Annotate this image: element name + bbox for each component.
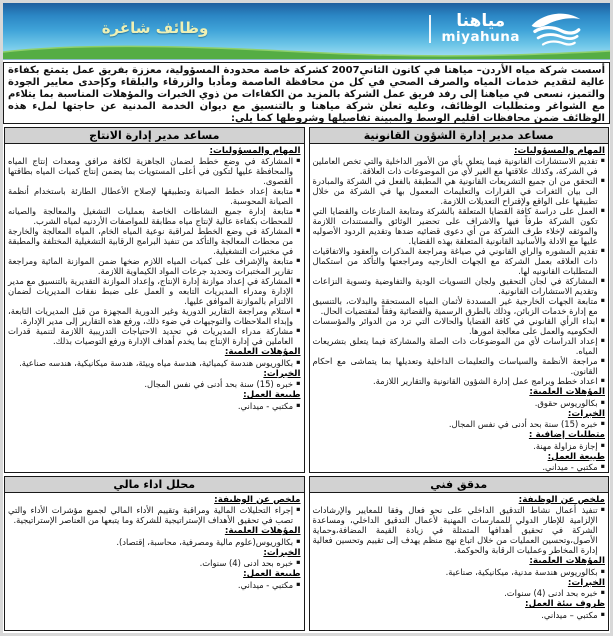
bullet-item — [8, 186, 301, 206]
bullet-marker-icon: ▪ — [600, 336, 605, 345]
bullet-text: تقديم الاستشارات القانونية فيما يتعلق بأي من الأمور الداخلية والتي تخص العاملين في الشركة، وكذلك علاقتها مع الغير لأي من الموضوعات ذات العلاقة. — [312, 156, 598, 177]
bullet-item — [8, 306, 301, 326]
bullet-text: بكالوريوس(علوم مالية ومصرفية، محاسبة، إقتصاد). — [116, 536, 294, 547]
job-card — [309, 476, 610, 631]
section-heading: المؤهلات العلمية: — [529, 387, 605, 398]
bullet-marker-icon: ▪ — [296, 400, 301, 409]
bullet-text: المشاركة في وضع خطط لضمان الجاهزية لكافة مرافق ومعدات إنتاج المياه والمحافظة عليها لتكون في أعلى المستويات بما يضمن إنتاج كميات المياه بطاقتها القصوى. — [8, 156, 294, 187]
bullet-marker-icon: ▪ — [296, 256, 301, 265]
job-title: مساعد مدير إدارة الشؤون القانونية — [310, 128, 609, 144]
jobs-grid — [3, 127, 610, 631]
logo-text — [441, 13, 520, 45]
bullet-marker-icon: ▪ — [600, 156, 605, 165]
bullet-item — [8, 276, 301, 306]
bullet-text: التحقق من ان جميع التشريعات القانونية هي المطبقة بالفعل في الشركة والمبادرة الى بيان الثغرات في القرارات والتعليمات المعمول بها في الشركة من خلال تطبيقها على الواقع ولإقتراح التعديلات اللازمة. — [312, 176, 598, 207]
bullet-text: مكتبي - ميداني. — [542, 462, 598, 472]
section-heading: متطلبات إضافية : — [528, 430, 605, 441]
bullet-text: متابعة إعداد خطط الصيانة وتطبيقها لإصلاح الأعطال الطارئة باستخدام أنظمة الصيانة المحوسبة. — [8, 186, 294, 207]
bullet-marker-icon: ▪ — [600, 462, 605, 471]
bullet-marker-icon: ▪ — [600, 176, 605, 185]
bullet-item — [8, 156, 301, 186]
bullet-text: متابعة والإشراف على كميات المياه اللازم ضخها ضمن الموازنة المائية ومراجعة تقارير المختبرات وتحديد جرعات المواد الكيماوية اللازمة. — [8, 256, 294, 277]
bullet-text: إجازة مزاولة مهنة. — [533, 440, 598, 451]
bullet-text: تقديم المشوره والراي القانوني في صياغة ومراجعة المذكرات والعقود والاتفاقيات ذات العلاقه بعمل الشركة مع الجهات الخارجيه ومراجعتها والتأكد من استكمال المتطلبات القانونيه لها. — [312, 246, 598, 277]
bullet-marker-icon: ▪ — [296, 306, 301, 315]
bullet-marker-icon: ▪ — [600, 276, 605, 285]
bullet-marker-icon: ▪ — [296, 505, 301, 514]
bullet-marker-icon: ▪ — [296, 186, 301, 195]
company-intro-paragraph: أسست شركة مياه الأردن– مياهنا في كانون الثاني2007 كشركة خاصة محدودة المسؤولية، معززة بفريق عمل يتمتع بكفاءة عالية لتقديم خدمات المياه والصرف الصحي في كل من محافظة العاصمة ومأدبا والزرقاء والبلقاء وكإحدى معايير الجودة والتميز، نسعى في مياهنا إلى رفد فريق عمل الشركة بالمزيد من الكفاءات من ذوي الخبرات والمؤهلات المناسبة بما يتلاءم مع الشواغر ومتطلبات الوظائف، وعليه تعلن شركة مياهنا و بالتنسيق مع ديوان الخدمة المدنية عن حاجتها لملء هذه الوظائف ضمن محافظات اقليم الوسط والمبينة تفاصيلها وشروطها كما يلي: — [3, 62, 610, 124]
bullet-marker-icon: ▪ — [600, 206, 605, 215]
bullet-text: المشاركة في إعداد موازنة إدارة الإنتاج، وإعداد الموازنة التقديرية بالتنسيق مع مدير الإدارة ومدراء المديريات التابعه و العمل على ضبط نفقات المديريات لضمان الالتزام بالموازنة الموافق عليها. — [8, 276, 294, 307]
bullet-text: مكتبي – ميداني. — [541, 609, 598, 620]
job-card — [4, 476, 305, 631]
bullet-item — [8, 256, 301, 276]
job-body — [5, 144, 304, 413]
bullet-text: خبره (15) سنة بحد أدنى في نفس المجال. — [144, 379, 294, 390]
job-card — [309, 127, 610, 473]
bullet-item — [313, 296, 606, 316]
bullet-marker-icon: ▪ — [600, 376, 605, 385]
bullet-text: بكالوريوس هندسة كيميائية، هندسة مياه وبيئة، هندسة ميكانيكية، هندسه صناعية. — [19, 357, 294, 368]
section-heading: الخبرات: — [263, 368, 301, 379]
bullet-text: متابعة إدارة جميع النشاطات الخاصة بعمليات التشغيل والمعالجة والصيانه للمحطات بكفاءة عالية لإنتاج مياه مطابقة للمواصفات الأردنيه لمياه الشرب. — [8, 206, 294, 227]
job-body — [5, 493, 304, 592]
bullet-marker-icon: ▪ — [296, 206, 301, 215]
bullet-item — [313, 398, 606, 408]
job-body — [310, 144, 609, 472]
bullet-text: متابعة الجهات الخارجية غير المسددة لأثمان المياه المستحقة والبدلات، بالتنسيق مع إدارة خدمات الزبائن، وذلك بالطرق الرسمية والقضائية وفقاً لمقتضيات الحال. — [312, 296, 598, 317]
bullet-text: مشاركة مدراء المديريات في تحديد الاحتياجات التدريبية اللازمة لتنمية قدرات العاملين في إدارة الإنتاج بما يخدم أهداف الإدارة ورفع التوصيات بذلك. — [8, 326, 294, 347]
bullet-item — [313, 176, 606, 206]
header-banner — [3, 3, 610, 60]
section-heading: الخبرات: — [263, 547, 301, 558]
bullet-marker-icon: ▪ — [296, 326, 301, 335]
bullet-item — [313, 505, 606, 555]
section-heading: المهام والمسؤوليات: — [513, 146, 605, 156]
bullet-marker-icon: ▪ — [600, 246, 605, 255]
section-heading: المؤهلات العلمية: — [224, 526, 301, 537]
section-heading: المؤهلات العلمية: — [224, 347, 301, 358]
bullet-item — [313, 356, 606, 376]
bullet-marker-icon: ▪ — [600, 440, 605, 449]
bullet-marker-icon: ▪ — [296, 536, 301, 545]
bullet-text: إعداد الدراسات لأي من الموضوعات ذات الصلة والمشاركة فيما يتعلق بتشريعات المياه. — [312, 336, 598, 357]
bullet-marker-icon: ▪ — [600, 397, 605, 406]
bullet-item — [313, 567, 606, 577]
bullet-item — [8, 358, 301, 368]
logo-divider — [429, 15, 431, 43]
bullet-text: تنفيذ أعمال نشاط التدقيق الداخلي على نحو فعال وفقا للمعايير والإرشادات الإلزامية للإطار الدولي للممارسات المهنية لأعمال التدقيق الداخلي، ومساعدة الشركة في تحقيق أهدافها المتمثلة في زيادة القيمة المضافة،وحماية الأصول،وتحسين العمليات من خلال اتباع نهج منظم يهدف إلى تقييم وتحسين فعالية إدارة المخاطر وعمليات الرقابة والحوكمة. — [312, 505, 598, 556]
bullet-item — [8, 580, 301, 590]
bullet-item — [8, 206, 301, 226]
bullet-marker-icon: ▪ — [296, 558, 301, 567]
bullet-text: إجراء التحليلات المالية ومراقبة وتقييم الأداء المالي لجميع مؤشرات الأداء والتي تصب في تحقيق الأهداف الإستراتيجية للشركة وما يتبعها من العناصر الإستراتيجية. — [8, 505, 294, 526]
vacancy-title: وظائف شاغرة — [101, 19, 209, 37]
section-heading: الخبرات: — [567, 577, 605, 588]
bullet-text: بكالوريوس هندسة مدنية، ميكانيكية، صناعية. — [445, 566, 598, 577]
section-heading: ملخص عن الوظيفة: — [518, 495, 605, 505]
water-wave-icon — [530, 10, 582, 48]
bullet-item — [8, 558, 301, 568]
bullet-marker-icon: ▪ — [600, 356, 605, 365]
bullet-marker-icon: ▪ — [296, 276, 301, 285]
bullet-item — [313, 419, 606, 429]
section-heading: طبيعة العمل: — [243, 569, 301, 580]
job-body — [310, 493, 609, 622]
section-heading: المهام والمسؤوليات: — [209, 146, 301, 156]
bullet-marker-icon: ▪ — [296, 156, 301, 165]
bullet-marker-icon: ▪ — [600, 505, 605, 514]
bullet-item — [8, 505, 301, 525]
bullet-item — [313, 441, 606, 451]
bullet-text: المشاركة في وضع الخطط لمراقبة نوعية المياه الخام، المياه المعالجة والخارجة من محطات المعالجة والتأكد من تنفيذ البرامج الرقابية التشغيلية المختلفة والمطبقة في مختبرات التشغيلية. — [8, 226, 294, 257]
bullet-text: اعداد خطط وبرامج عمل إدارة الشؤون القانونية والتقارير اللازمة. — [372, 376, 598, 387]
section-heading: طبيعة العمل: — [547, 451, 605, 462]
bullet-item — [8, 537, 301, 547]
bullet-text: المشاركة في لجان التحقيق ولجان التسويات الودية والتفاوضية وتسوية النزاعات وتقديم الاستشارات القانونية. — [312, 276, 598, 297]
job-title: محلل اداء مالي — [5, 477, 304, 493]
logo-latin-name: miyahuna — [441, 29, 520, 46]
job-title: مدقق فني — [310, 477, 609, 493]
bullet-text: خبره بحد ادنى (4) سنوات. — [199, 558, 294, 569]
job-card — [4, 127, 305, 473]
section-heading: ملخص عن الوظيفة: — [214, 495, 301, 505]
bullet-item — [313, 462, 606, 472]
bullet-item — [313, 316, 606, 336]
bullet-item — [313, 376, 606, 386]
section-heading: طبيعة العمل: — [243, 390, 301, 401]
bullet-marker-icon: ▪ — [296, 579, 301, 588]
bullet-item — [313, 246, 606, 276]
bullet-text: استلام ومراجعة التقارير الدورية وغير الدورية المجهزة من قبل المديريات التابعة، وإبداء الملاحظات والتوجيهات في ضوء ذلك، ورفع هذه التقارير إلى مدير الإدارة. — [8, 306, 294, 327]
bullet-item — [8, 326, 301, 346]
bullet-marker-icon: ▪ — [600, 316, 605, 325]
bullet-text: خبره بحد ادنى (4) سنوات. — [504, 588, 598, 599]
bullet-text: خبره (15) سنة بحد أدنى في نفس المجال. — [448, 419, 598, 430]
bullet-text: ابداء الرأي القانوني في كافة القضايا والحالات التي ترد من الدوائر والمؤسسات الحكوميه والعمل على معالجة امورها. — [312, 316, 598, 337]
bullet-item — [313, 610, 606, 620]
bullet-text: العمل على دراسة كافة القضايا المتعلقة بالشركة ومتابعة المنازعات والقضايا التي تكون الشركة طرفاً فيها والاشراف على تحضير الوثائق والمستندات اللازمة والموثقه لإخلاء طرف الشركة من أي دعوى قضائيه ضدها وتقديم الردود الأصوليه عليها مع الادلة والأسانيد القانونية المتعلقة بهذه القضايا. — [312, 206, 598, 247]
bullet-item — [8, 226, 301, 256]
bullet-marker-icon: ▪ — [296, 226, 301, 235]
section-heading: الخبرات: — [567, 408, 605, 419]
bullet-text: مراجعة الأنظمة والسياسات والتعليمات الداخلية وتعديلها بما يتماشى مع احكام القانون. — [312, 356, 598, 377]
bullet-marker-icon: ▪ — [600, 609, 605, 618]
bullet-marker-icon: ▪ — [296, 357, 301, 366]
company-logo — [429, 10, 582, 48]
bullet-item — [313, 336, 606, 356]
bullet-marker-icon: ▪ — [600, 296, 605, 305]
bullet-text: بكالوريوس حقوق. — [534, 397, 598, 408]
bullet-item — [313, 276, 606, 296]
bullet-item — [313, 588, 606, 598]
bullet-marker-icon: ▪ — [296, 379, 301, 388]
bullet-item — [8, 379, 301, 389]
job-title: مساعد مدير إدارة الانتاج — [5, 128, 304, 144]
bullet-marker-icon: ▪ — [600, 588, 605, 597]
section-heading: ظروف بيئة العمل: — [525, 599, 605, 610]
bullet-item — [8, 401, 301, 411]
logo-arabic-name: مياهنا — [456, 11, 506, 32]
bullet-item — [313, 206, 606, 246]
bullet-item — [313, 156, 606, 176]
bullet-text: مكتبي - ميداني. — [237, 400, 294, 411]
bullet-marker-icon: ▪ — [600, 566, 605, 575]
bullet-marker-icon: ▪ — [600, 419, 605, 428]
section-heading: المؤهلات العلمية: — [529, 556, 605, 567]
bullet-text: مكتبي - ميداني. — [237, 579, 294, 590]
